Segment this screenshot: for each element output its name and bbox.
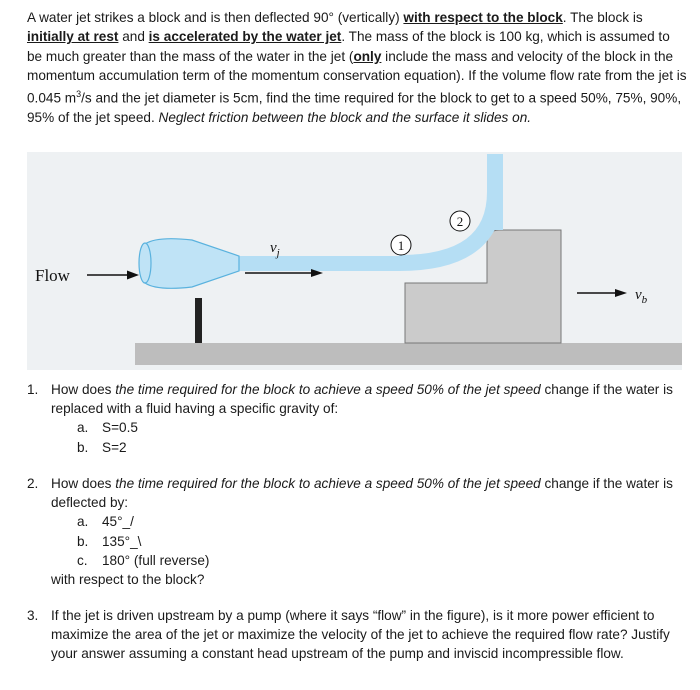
jet-horizontal bbox=[239, 256, 401, 271]
intro-text: . The mass of the block is 100 kg, which is assumed to be much greater than the mass of the water in the jet ( bbox=[27, 29, 670, 64]
list-item bbox=[27, 551, 687, 570]
intro-text: /s and the jet diameter is 5cm, find the time required for the block to get to a speed 50%, 75%, 90%, 95% of the jet speed. bbox=[27, 90, 682, 126]
jet-block-diagram bbox=[27, 152, 682, 370]
question-2 bbox=[27, 474, 687, 589]
item-letter: b. bbox=[77, 533, 89, 549]
question-number: 1. bbox=[27, 382, 39, 397]
nozzle-inlet bbox=[139, 243, 151, 283]
list-item bbox=[27, 418, 687, 437]
question-text: change if the water is deflected by: bbox=[51, 476, 673, 511]
item-text: 180° (full reverse) bbox=[102, 552, 210, 568]
question-3 bbox=[27, 606, 687, 664]
question-text: How does bbox=[51, 382, 116, 397]
question-number: 2. bbox=[27, 476, 39, 491]
ground-surface bbox=[135, 343, 682, 365]
intro-text: A water jet strikes a block and is then deflected 90° (vertically) bbox=[27, 10, 404, 25]
marker-2: 2 bbox=[456, 214, 464, 229]
item-text: S=2 bbox=[102, 439, 127, 455]
item-text: 135°_\ bbox=[102, 533, 142, 549]
list-item bbox=[27, 512, 687, 531]
problem-statement bbox=[27, 8, 687, 127]
emphasis-rest: initially at rest bbox=[27, 29, 119, 45]
friction-note: Neglect friction between the block and the surface it slides on. bbox=[158, 110, 532, 126]
question-followup: with respect to the block? bbox=[51, 572, 205, 588]
marker-1: 1 bbox=[397, 238, 405, 253]
superscript: 3 bbox=[76, 89, 82, 100]
item-letter: c. bbox=[77, 552, 88, 568]
question-emphasis: the time required for the block to achieve a speed 50% of the jet speed bbox=[115, 382, 541, 397]
item-text: 45°_/ bbox=[102, 514, 134, 530]
question-text: change if the water is replaced with a fluid having a specific gravity of: bbox=[51, 382, 673, 417]
intro-text: . The block is bbox=[562, 10, 643, 25]
list-item bbox=[27, 438, 687, 457]
emphasis-block: with respect to the block bbox=[403, 10, 563, 25]
intro-text: include the mass and velocity of the block in the momentum accumulation term of the momentum conservation equation). If the volume flow rate from the jet is 0.045 m bbox=[27, 48, 687, 106]
item-text: S=0.5 bbox=[102, 420, 138, 436]
question-text: If the jet is driven upstream by a pump (where it says “flow” in the figure), is it more power efficient to maximize the area of the jet or maximize the velocity of the jet to achieve the required flow rate? Justify your answer assuming a constant head upstream of the pump and inviscid incompressible flow. bbox=[51, 608, 670, 662]
item-letter: a. bbox=[77, 514, 89, 530]
item-letter: b. bbox=[77, 439, 89, 455]
vb-label: $v_b$ bbox=[635, 287, 648, 306]
emphasis-accelerated: is accelerated by the water jet bbox=[148, 29, 342, 45]
nozzle-support bbox=[195, 298, 202, 343]
question-number: 3. bbox=[27, 608, 39, 623]
question-text: How does bbox=[51, 476, 116, 491]
flow-label: Flow bbox=[35, 266, 70, 285]
vj-label: $v_j$ bbox=[270, 240, 280, 259]
question-1 bbox=[27, 380, 687, 457]
intro-text: and bbox=[118, 29, 149, 45]
question-emphasis: the time required for the block to achieve a speed 50% of the jet speed bbox=[115, 476, 541, 491]
list-item bbox=[27, 532, 687, 551]
item-letter: a. bbox=[77, 420, 89, 436]
emphasis-only: only bbox=[353, 48, 382, 64]
